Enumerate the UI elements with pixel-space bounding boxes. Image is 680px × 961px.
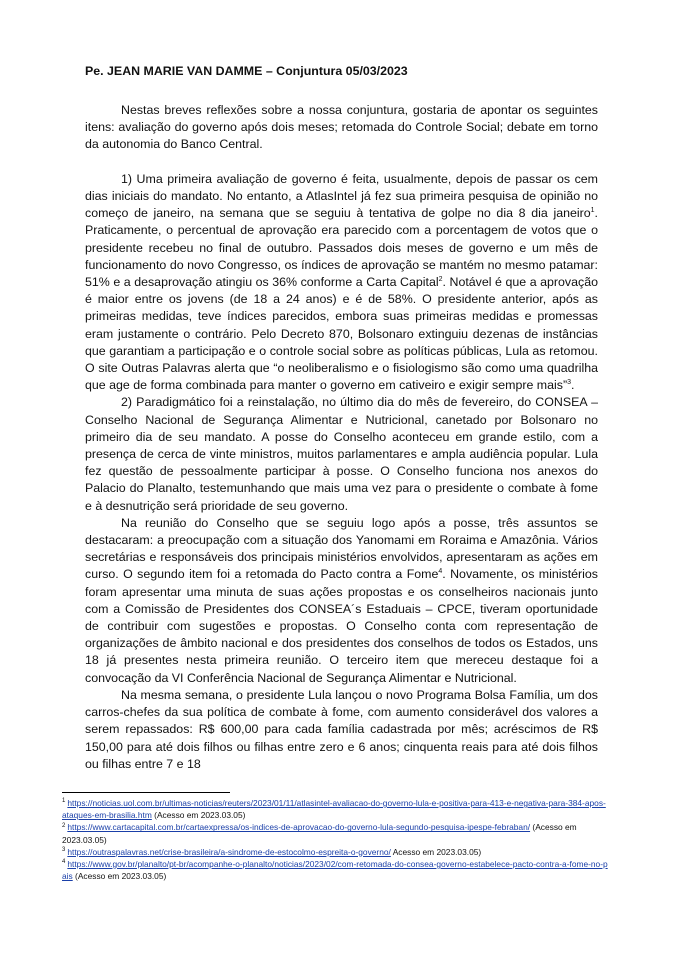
footnote-ref-4[interactable]: 4 — [438, 568, 443, 576]
footnote-2: $^2$ https://www.cartacapital.com.br/cartaexpressa/os-indices-de-aprovacao-do-governo-lula-segundo-pesquisa-ipespe-febraban/ (Acesso em 2023.03.05) — [62, 822, 577, 845]
footnote-link-2[interactable]: https://www.cartacapital.com.br/cartaexpressa/os-indices-de-aprovacao-do-governo-lula-segundo-pesquisa-ipespe-febraban/ — [67, 822, 531, 833]
footnotes — [62, 797, 608, 882]
paragraph-2: 2) Paradigmático foi a reinstalação, no último dia do mês de fevereiro, do CONSEA – Conselho Nacional de Segurança Alimentar e Nutricional, canetado por Bolsonaro no primeiro dia de seu mandato. A posse do Conselho aconteceu em grande estilo, com a presença de cerca de vinte ministros, muitos parlamentares e ampla audiência popular. Lula fez questão de pessoalmente participar à posse. O Conselho funciona nos anexos do Palacio do Planalto, testemunhando que mais uma vez para o presidente o combate à fome e à desnutrição será prioridade de seu governo. — [85, 395, 598, 513]
document-title: Pe. JEAN MARIE VAN DAMME – Conjuntura 05/03/2023 — [85, 64, 408, 78]
paragraph-1: 1) Uma primeira avaliação de governo é feita, usualmente, depois de passar os cem dias iniciais do mandato. No entanto, a AtlasIntel já fez sua primeira pesquisa de opinião no começo de janeiro, na semana que se seguiu à tentativa de golpe no dia 8 dia janeiro$^1$. Praticamente, o percentual de aprovação era parecido com a porcentagem de votos que o presidente recebeu no final de outubro. Passados dois meses de governo e um mês de funcionamento do novo Congresso, os índices de aprovação se mantém no mesmo patamar: 51% e a desaprovação atingiu os 36% conforme a Carta Capital$^2$. Notável é que a aprovação é maior entre os jovens (de 18 a 24 anos) e é de 58%. O presidente anterior, após as primeiras medidas, teve índices parecidos, embora suas primeiras medidas e promessas eram justamente o contrário. Pelo Decreto 870, Bolsonaro extinguiu dezenas de instâncias que garantiam a participação e o controle social sobre as políticas públicas, Lula as retomou. O site Outras Palavras alerta que “o neoliberalismo e o fisiologismo são como uma quadrilha que age de forma combinada para manter o governo em cativeiro e exigir sempre mais”$^3$. — [85, 171, 598, 393]
footnote-1: $^1$ https://noticias.uol.com.br/ultimas-noticias/reuters/2023/01/11/atlasintel-avaliacao-do-governo-lula-e-positiva-para-413-e-negativa-para-384-apos-ataques-em-brasilia.htm (Acesso em 2023.03.05) — [62, 798, 606, 821]
footnote-link-3[interactable]: https://outraspalavras.net/crise-brasileira/a-sindrome-de-estocolmo-espreita-o-governo/ — [67, 846, 391, 857]
paragraph-intro: Nestas breves reflexões sobre a nossa conjuntura, gostaria de apontar os seguintes itens: avaliação do governo após dois meses; retomada do Controle Social; debate em torno da autonomia do Banco Central. — [85, 103, 598, 152]
footnote-ref-2[interactable]: 2 — [438, 275, 443, 283]
paragraph-4: Na mesma semana, o presidente Lula lançou o novo Programa Bolsa Família, um dos carros-chefes da sua política de combate à fome, com aumento considerável dos valores a serem repassados: R$ 600,00 para cada família cadastrada por mês; acréscimos de R$ 150,00 para até dois filhos ou filhas entre zero e 6 anos; cinquenta reais para até dois filhos ou filhas entre 7 e 18 — [85, 687, 598, 771]
paragraph-3: Na reunião do Conselho que se seguiu logo após a posse, três assuntos se destacaram: a preocupação com a situação dos Yanomami em Roraima e Amazônia. Vários secretárias e responsáveis dos principais ministérios envolvidos, apresentaram as ações em curso. O segundo item foi a retomada do Pacto contra a Fome$^4$. Novamente, os ministérios foram apresentar uma minuta de suas ações propostas e os conselheiros nacionais junto com a Comissão de Presidentes dos CONSEA´s Estaduais – CPCE, tiveram oportunidade de contribuir com sugestões e propostas. O Conselho conta com representação de organizações de âmbito nacional e dos presidentes dos conselhos de todos os Estados, uns 18 já presentes nesta primeira reunião. O terceiro item que mereceu destaque foi a convocação da VI Conferência Nacional de Segurança Alimentar e Nutricional. — [85, 515, 598, 685]
footnote-ref-3[interactable]: 3 — [567, 379, 572, 387]
footnote-3: $^3$ https://outraspalavras.net/crise-brasileira/a-sindrome-de-estocolmo-espreita-o-governo/ Acesso em 2023.03.05) — [62, 846, 482, 857]
footnote-link-1[interactable]: https://noticias.uol.com.br/ultimas-noticias/reuters/2023/01/11/atlasintel-avaliacao-do-governo-lula-e-positiva-para-413-e-negativa-para-384-apos-ataques-em-brasilia.htm — [62, 798, 606, 821]
document-body — [85, 102, 598, 773]
footnote-4: $^4$ https://www.gov.br/planalto/pt-br/acompanhe-o-planalto/noticias/2023/02/com-retomada-do-consea-governo-estabelece-pacto-contra-a-fome-no-pais (Acesso em 2023.03.05) — [62, 859, 608, 882]
footnote-separator — [62, 792, 230, 793]
footnote-link-4[interactable]: https://www.gov.br/planalto/pt-br/acompanhe-o-planalto/noticias/2023/02/com-retomada-do-consea-governo-estabelece-pacto-contra-a-fome-no-pais — [62, 859, 608, 882]
footnote-ref-1[interactable]: 1 — [590, 207, 595, 215]
